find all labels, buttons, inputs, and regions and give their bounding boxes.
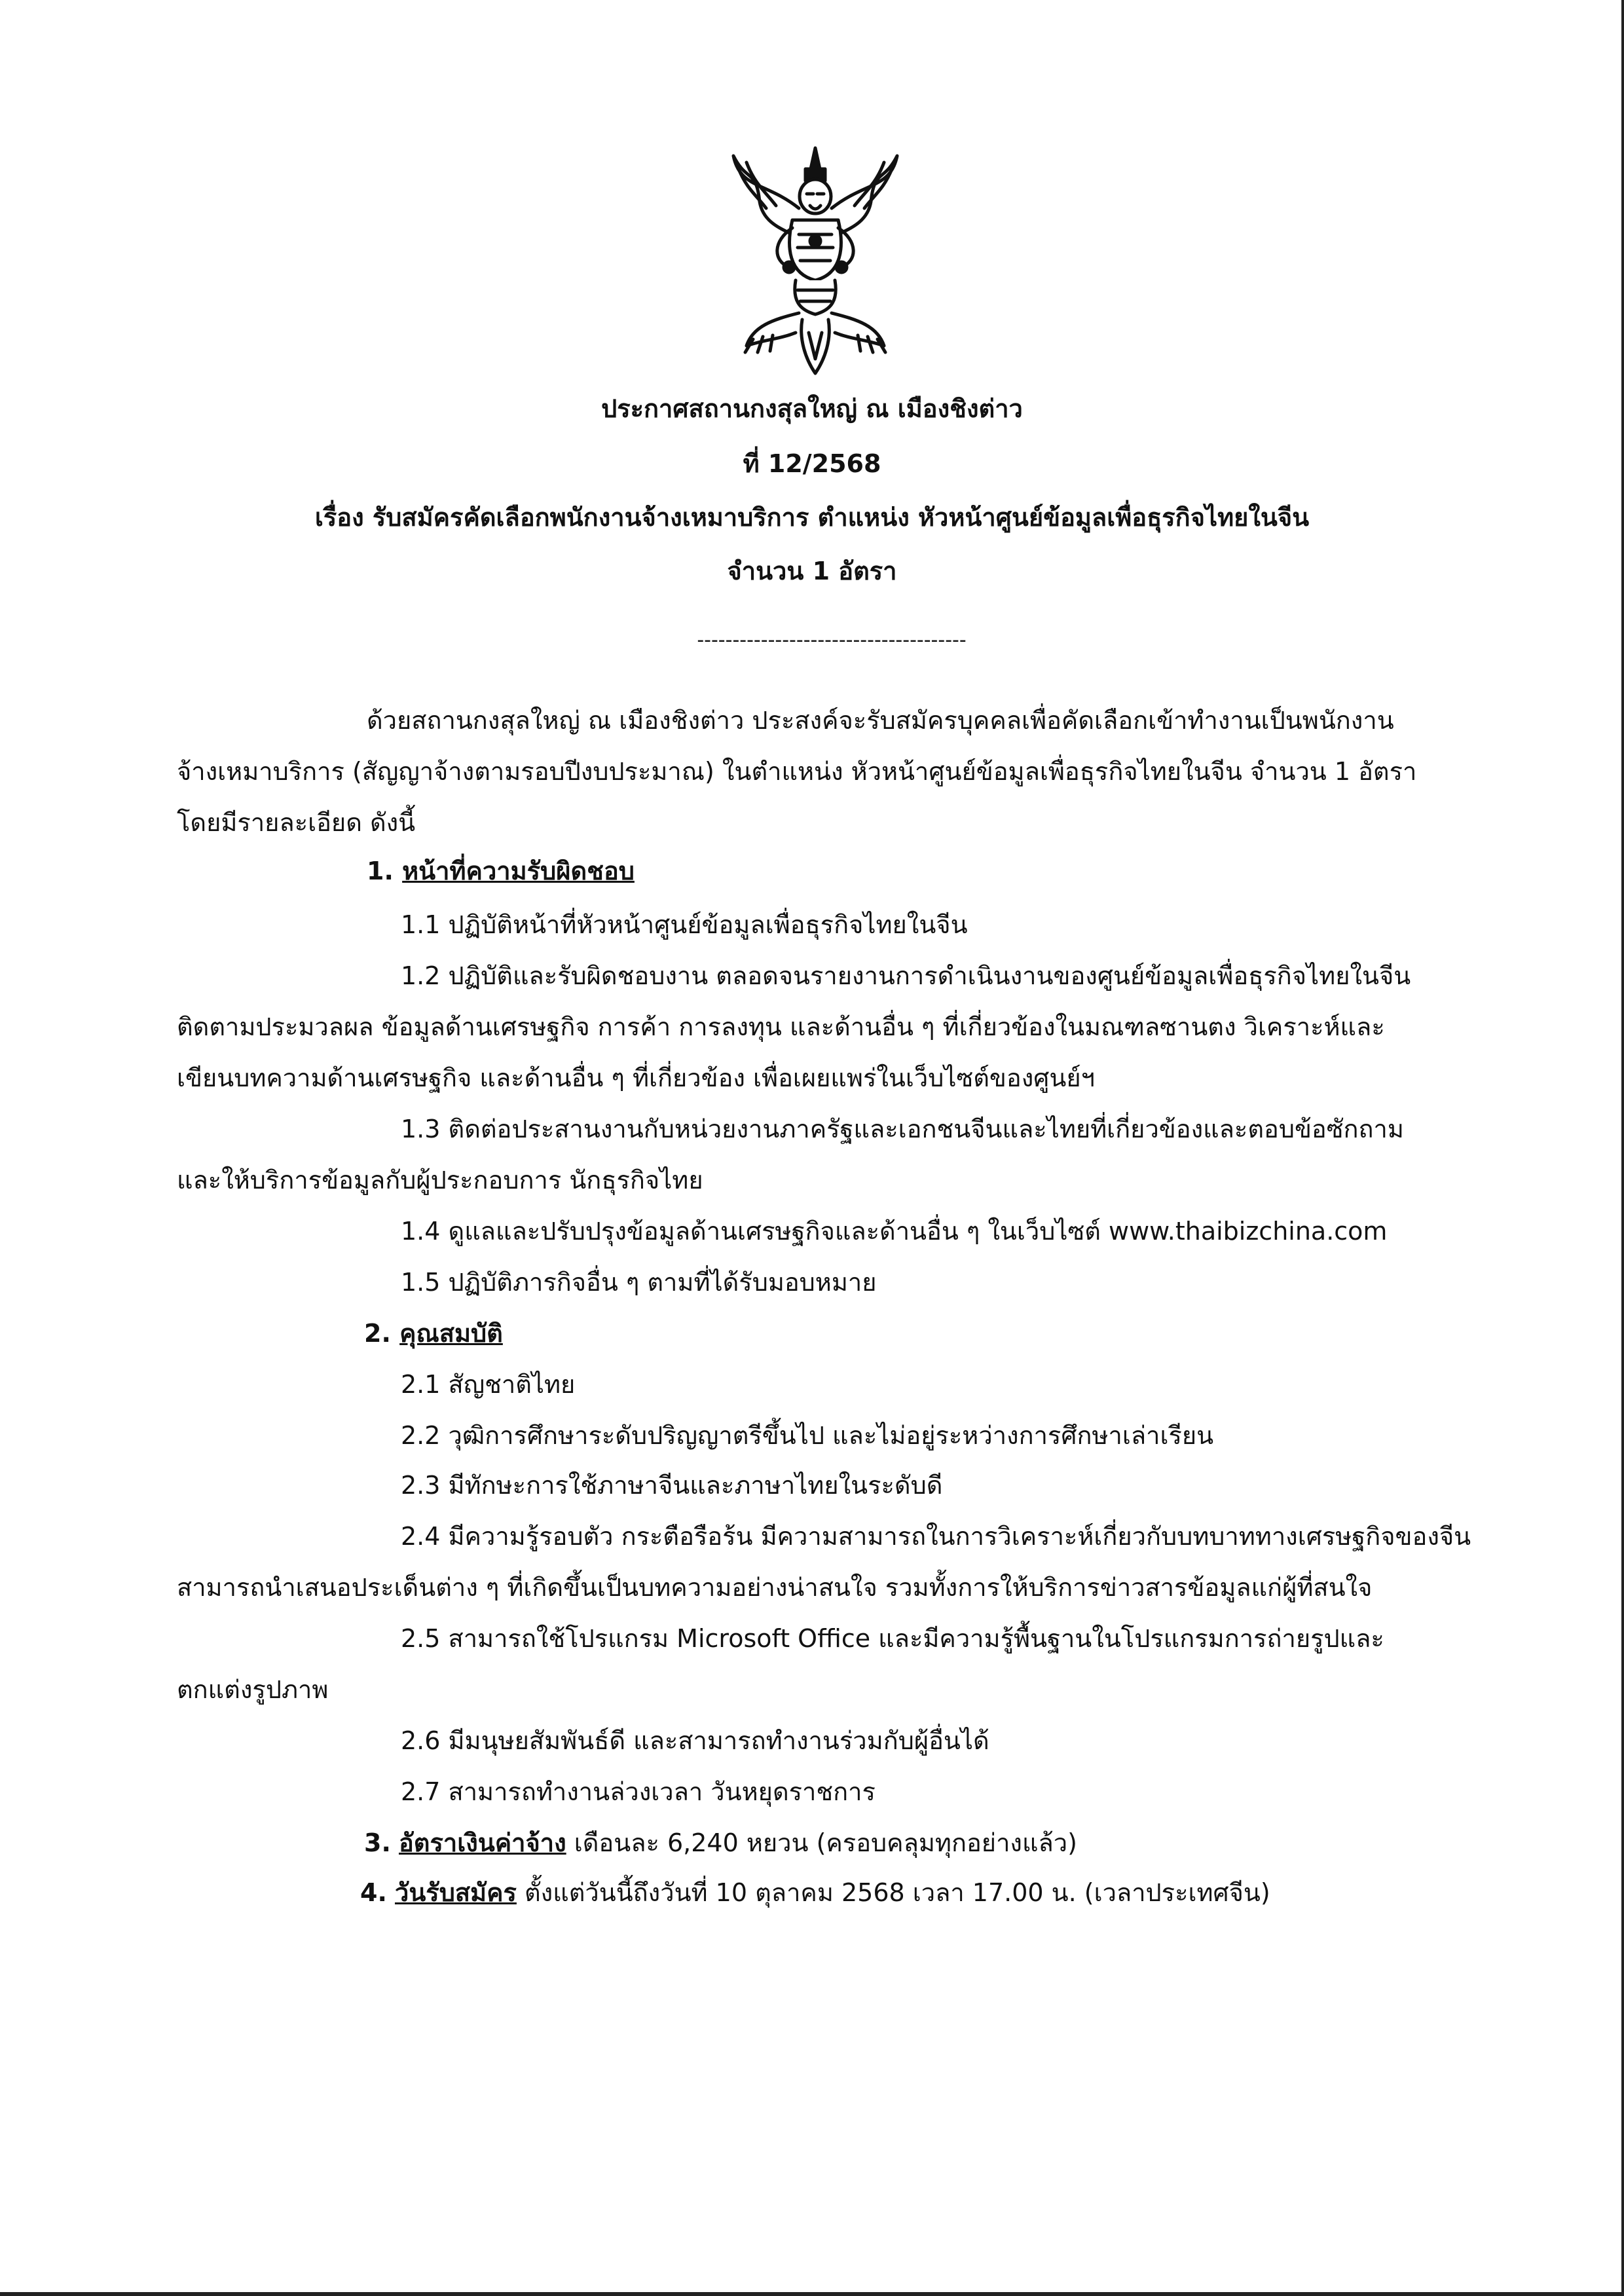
intro-line-3: โดยมีรายละเอียด ดังนี้ [177, 808, 416, 837]
section-1-item-5: 1.5 ปฏิบัติภารกิจอื่น ๆ ตามที่ได้รับมอบหมาย [401, 1268, 877, 1297]
section-3-number: 3. [364, 1828, 391, 1857]
section-4-text: ตั้งแต่วันนี้ถึงวันที่ 10 ตุลาคม 2568 เวลา 17.00 น. (เวลาประเทศจีน) [516, 1878, 1270, 1907]
heading-divider: -------------------------------------- [697, 629, 967, 652]
section-2-item-5-line-2: ตกแต่งรูปภาพ [177, 1675, 329, 1704]
section-2-item-1: 2.1 สัญชาติไทย [401, 1370, 576, 1399]
section-2-item-7: 2.7 สามารถทำงานล่วงเวลา วันหยุดราชการ [401, 1777, 876, 1806]
section-1-number: 1. [367, 857, 394, 885]
section-2-item-4-line-1: 2.4 มีความรู้รอบตัว กระตือรือร้น มีความสามารถในการวิเคราะห์เกี่ยวกับบทบาททางเศรษฐกิจของจีน [401, 1522, 1471, 1551]
section-1-item-4: 1.4 ดูแลและปรับปรุงข้อมูลด้านเศรษฐกิจและด้านอื่น ๆ ในเว็บไซต์ www.thaibizchina.com [401, 1217, 1388, 1246]
section-2-title: คุณสมบัติ [399, 1319, 503, 1348]
announcement-title: ประกาศสถานกงสุลใหญ่ ณ เมืองชิงต่าว [601, 394, 1023, 423]
intro-line-2: จ้างเหมาบริการ (สัญญาจ้างตามรอบปีงบประมาณ) ในตำแหน่ง หัวหน้าศูนย์ข้อมูลเพื่อธุรกิจไทยในจีน จำนวน 1 อัตรา [177, 757, 1417, 786]
announcement-subject: เรื่อง รับสมัครคัดเลือกพนักงานจ้างเหมาบริการ ตำแหน่ง หัวหน้าศูนย์ข้อมูลเพื่อธุรกิจไทยในจีน [314, 503, 1310, 532]
section-1-item-3-line-2: และให้บริการข้อมูลกับผู้ประกอบการ นักธุรกิจไทย [177, 1166, 703, 1194]
section-1-item-2-line-3: เขียนบทความด้านเศรษฐกิจ และด้านอื่น ๆ ที่เกี่ยวข้อง เพื่อเผยแพร่ในเว็บไซต์ของศูนย์ฯ [177, 1064, 1095, 1092]
section-3-text: เดือนละ 6,240 หยวน (ครอบคลุมทุกอย่างแล้ว) [566, 1828, 1077, 1857]
section-3-title: อัตราเงินค่าจ้าง [398, 1828, 566, 1857]
section-2-item-6: 2.6 มีมนุษยสัมพันธ์ดี และสามารถทำงานร่วมกับผู้อื่นได้ [401, 1726, 989, 1755]
announcement-count: จำนวน 1 อัตรา [727, 557, 897, 585]
section-2-item-5-line-1: 2.5 สามารถใช้โปรแกรม Microsoft Office และมีความรู้พื้นฐานในโปรแกรมการถ่ายรูปและ [401, 1624, 1384, 1653]
section-1-item-3-line-1: 1.3 ติดต่อประสานงานกับหน่วยงานภาครัฐและเอกชนจีนและไทยที่เกี่ยวข้องและตอบข้อซักถาม [401, 1115, 1404, 1143]
section-4-number: 4. [360, 1878, 387, 1907]
section-1-item-2-line-2: ติดตามประมวลผล ข้อมูลด้านเศรษฐกิจ การค้า การลงทุน และด้านอื่น ๆ ที่เกี่ยวข้องในมณฑลซานตง วิเคราะห์และ [177, 1012, 1385, 1041]
section-1-heading [367, 855, 635, 887]
section-3 [364, 1827, 1077, 1859]
section-2-heading [364, 1318, 503, 1349]
section-2-item-3: 2.3 มีทักษะการใช้ภาษาจีนและภาษาไทยในระดับดี [401, 1471, 943, 1500]
intro-line-1: ด้วยสถานกงสุลใหญ่ ณ เมืองชิงต่าว ประสงค์จะรับสมัครบุคคลเพื่อคัดเลือกเข้าทำงานเป็นพนักงาน [367, 706, 1394, 735]
section-1-title: หน้าที่ความรับผิดชอบ [402, 857, 635, 885]
section-4-title: วันรับสมัคร [394, 1878, 517, 1907]
section-2-item-4-line-2: สามารถนำเสนอประเด็นต่าง ๆ ที่เกิดขึ้นเป็นบทความอย่างน่าสนใจ รวมทั้งการให้บริการข่าวสารข้อมูลแก่ผู้ที่สนใจ [177, 1573, 1373, 1602]
section-4 [360, 1877, 1270, 1908]
section-1-item-1: 1.1 ปฏิบัติหน้าที่หัวหน้าศูนย์ข้อมูลเพื่อธุรกิจไทยในจีน [401, 910, 968, 939]
section-2-item-2: 2.2 วุฒิการศึกษาระดับปริญญาตรีขึ้นไป และไม่อยู่ระหว่างการศึกษาเล่าเรียน [401, 1421, 1214, 1450]
section-2-number: 2. [364, 1319, 391, 1348]
section-1-item-2-line-1: 1.2 ปฏิบัติและรับผิดชอบงาน ตลอดจนรายงานการดำเนินงานของศูนย์ข้อมูลเพื่อธุรกิจไทยในจีน [401, 961, 1411, 990]
garuda-emblem-icon [727, 143, 904, 379]
announcement-number: ที่ 12/2568 [743, 449, 881, 478]
